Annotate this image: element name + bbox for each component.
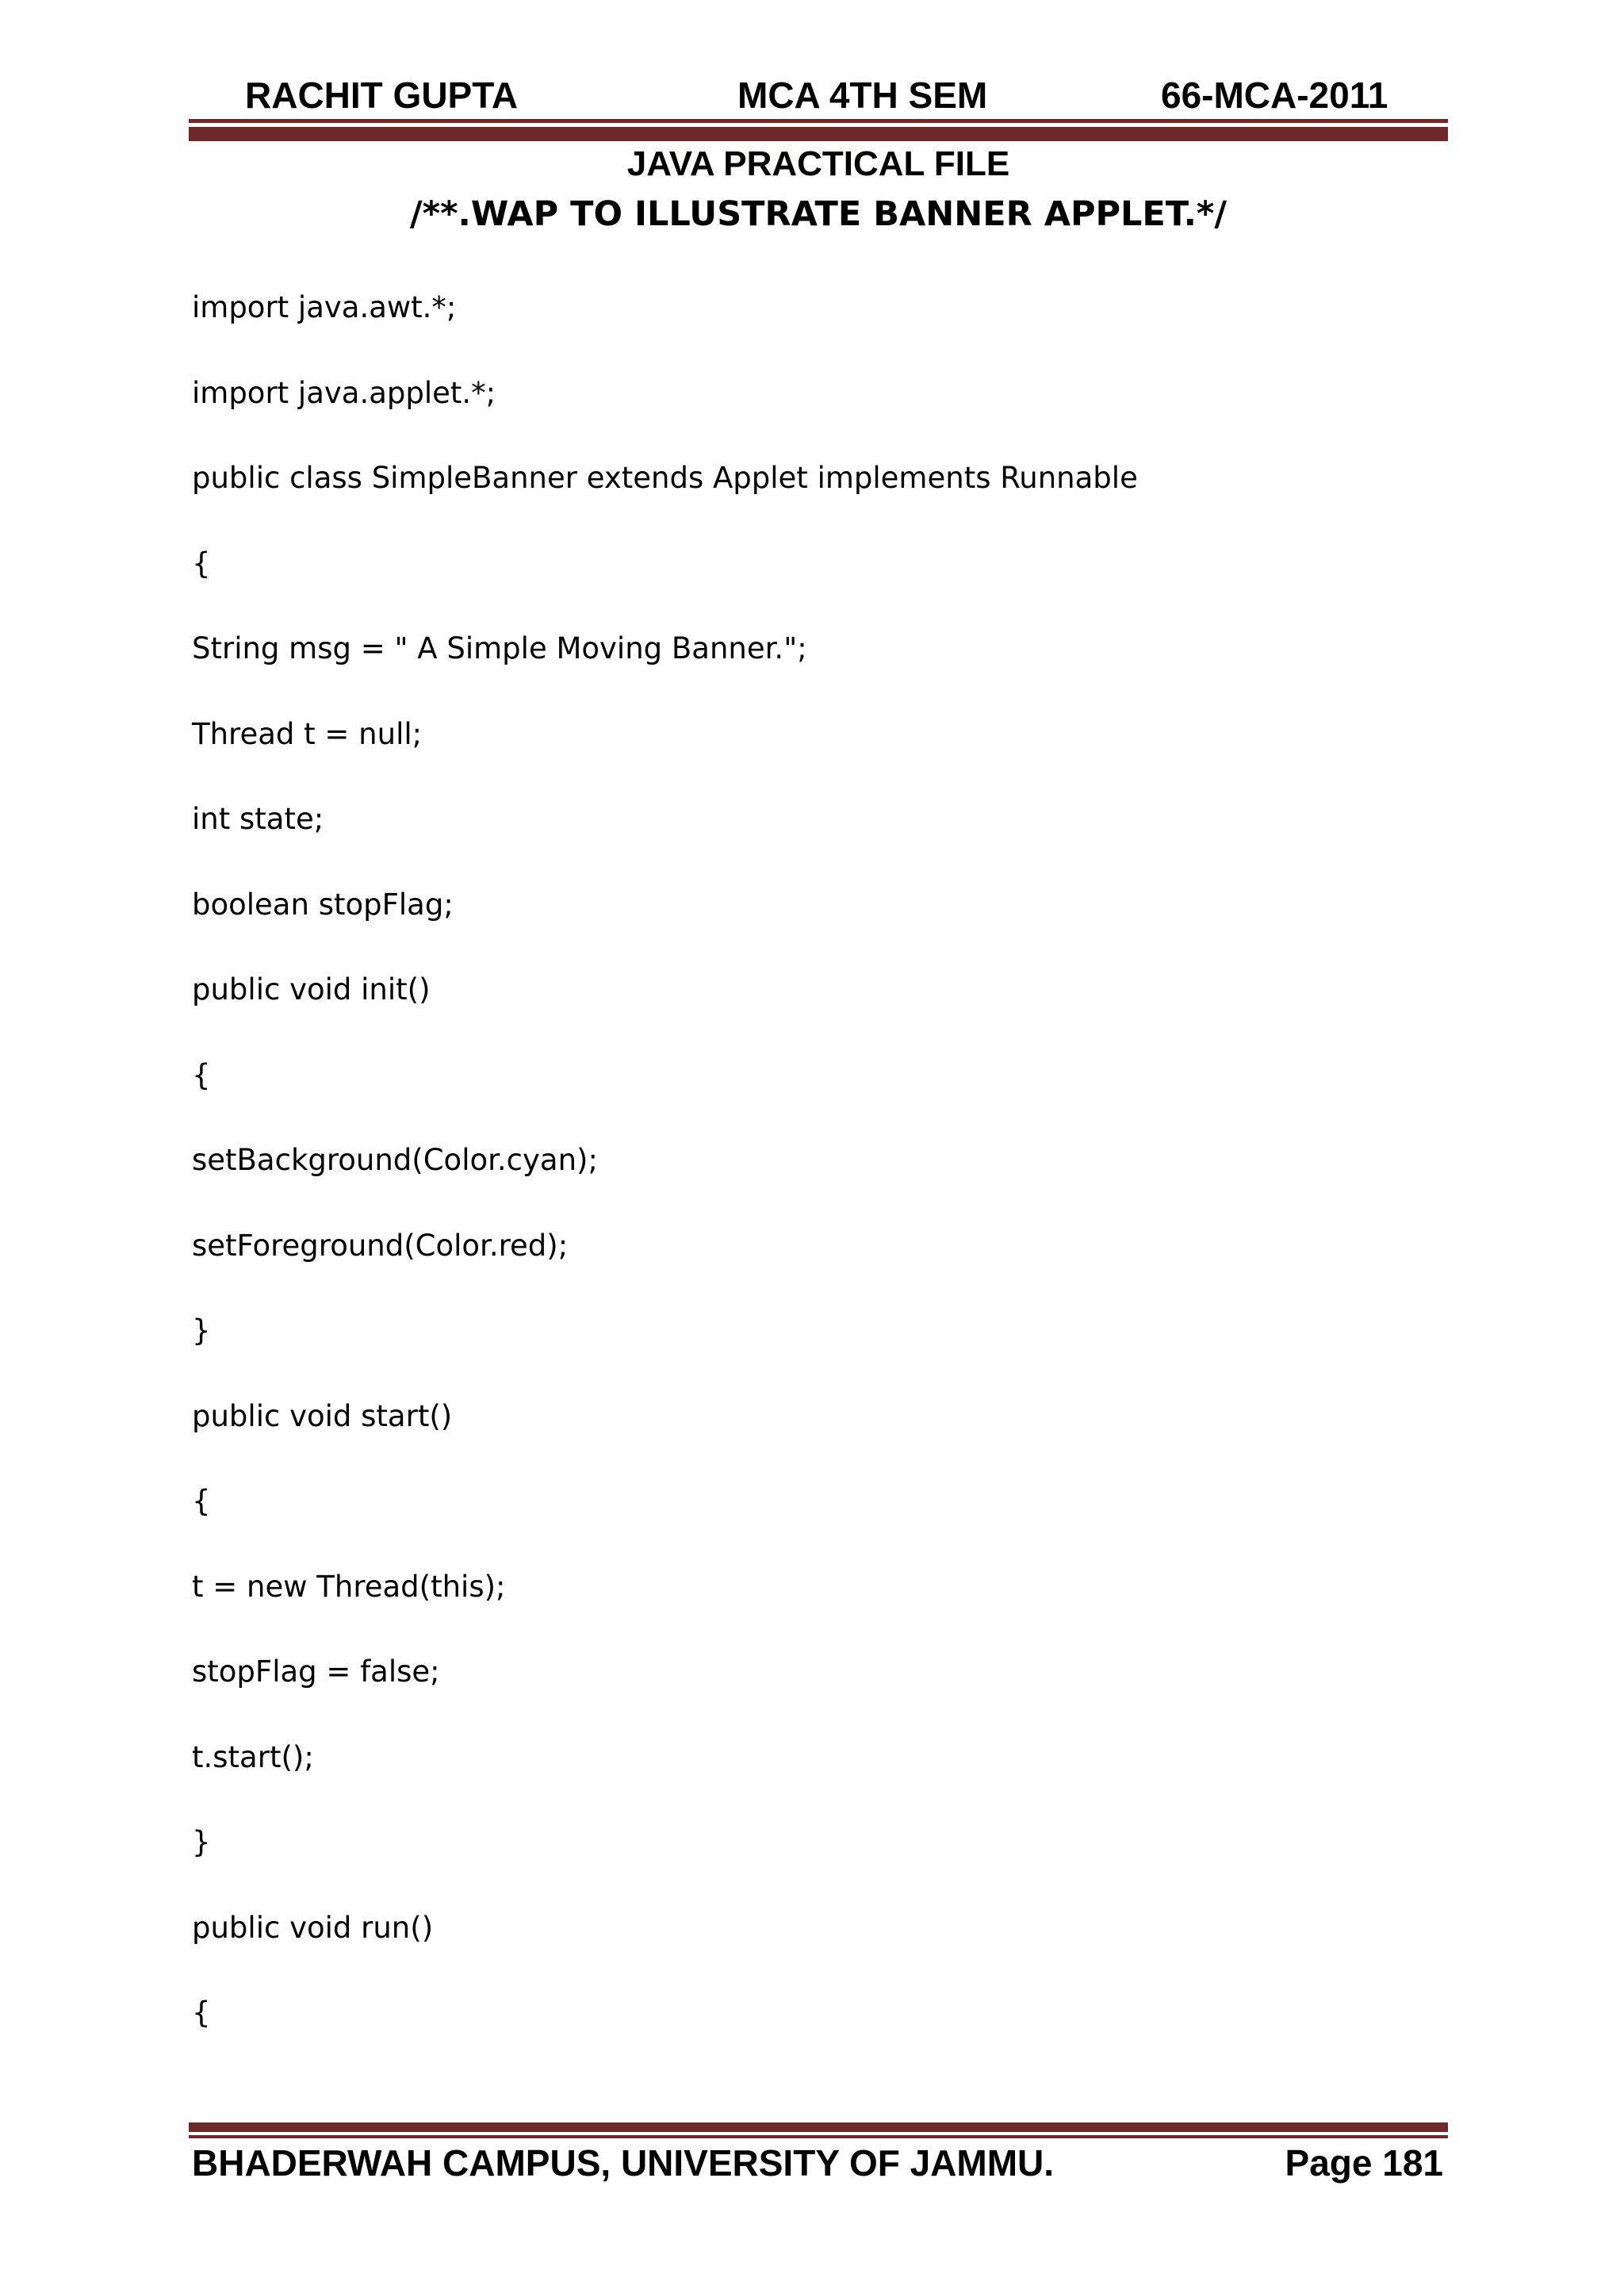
code-line: String msg = " A Simple Moving Banner."; xyxy=(192,631,807,665)
code-line: t.start(); xyxy=(192,1739,314,1774)
header-student-name: RACHIT GUPTA xyxy=(245,75,519,116)
footer-campus: BHADERWAH CAMPUS, UNIVERSITY OF JAMMU. xyxy=(192,2142,1055,2184)
file-title: JAVA PRACTICAL FILE xyxy=(626,144,1010,183)
code-line: } xyxy=(192,1825,211,1859)
footer-divider-thick xyxy=(189,2122,1448,2132)
code-line: public class SimpleBanner extends Applet implements Runnable xyxy=(192,461,1138,495)
code-line: { xyxy=(192,1484,211,1518)
header-roll-number: 66-MCA-2011 xyxy=(1161,75,1388,116)
footer-divider-thin xyxy=(189,2135,1448,2138)
code-line: public void init() xyxy=(192,972,431,1007)
code-line: } xyxy=(192,1313,211,1348)
header-divider-thick xyxy=(189,127,1448,141)
code-line: setBackground(Color.cyan); xyxy=(192,1143,598,1177)
code-line: { xyxy=(192,546,211,581)
code-listing xyxy=(192,286,1138,2076)
code-line: setForeground(Color.red); xyxy=(192,1228,569,1263)
code-line: Thread t = null; xyxy=(192,716,423,751)
header-course: MCA 4TH SEM xyxy=(737,75,988,116)
code-line: boolean stopFlag; xyxy=(192,887,454,922)
code-line: int state; xyxy=(192,802,324,836)
code-line: import java.awt.*; xyxy=(192,290,457,324)
code-line: public void start() xyxy=(192,1398,453,1433)
code-line: import java.applet.*; xyxy=(192,375,496,410)
header-divider-thin xyxy=(189,119,1448,123)
program-title: /**.WAP TO ILLUSTRATE BANNER APPLET.*/ xyxy=(409,194,1228,234)
code-line: { xyxy=(192,1057,211,1092)
code-line: { xyxy=(192,1996,211,2030)
footer-page-number: Page 181 xyxy=(1285,2142,1443,2184)
code-line: public void run() xyxy=(192,1910,434,1945)
code-line: stopFlag = false; xyxy=(192,1655,440,1689)
code-line: t = new Thread(this); xyxy=(192,1569,506,1604)
